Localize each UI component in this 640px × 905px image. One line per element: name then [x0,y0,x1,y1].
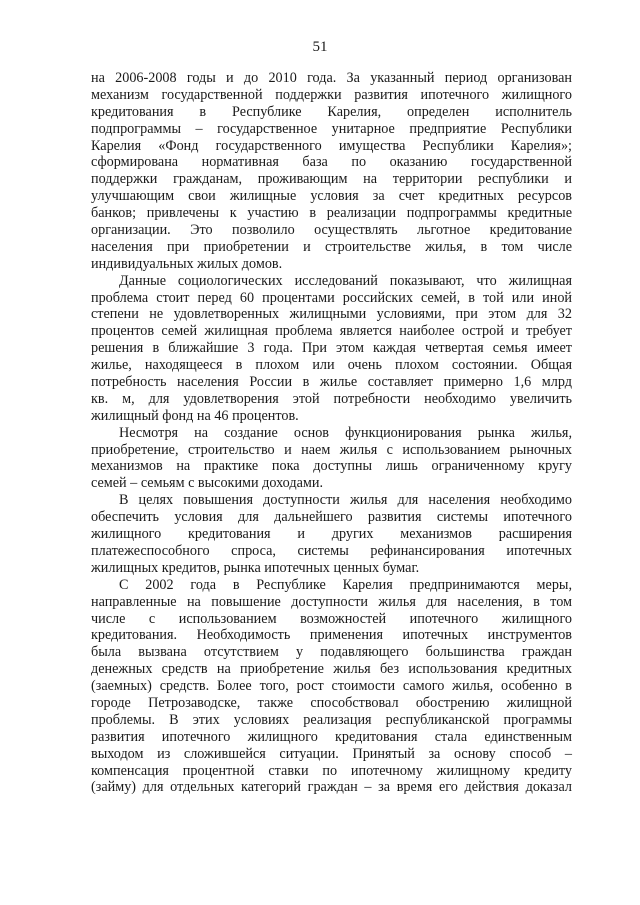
text-line: Карелия «Фонд государственного имущества Республики Карелия»; [91,137,572,154]
text-line: степени не удовлетворенных жилищными условиями, при этом для 32 [91,306,572,323]
paragraph [91,577,572,797]
text-line: проблема стоит перед 60 процентами российских семей, в той или иной [91,289,572,306]
text-line: механизм государственной поддержки развития ипотечного жилищного [91,86,572,103]
text-line: была вызвана отсутствием у подавляющего большинства граждан [91,644,572,661]
text-line: жилищного кредитования и других механизмов расширения [91,526,572,543]
text-line: подпрограммы – государственное унитарное предприятие Республики [91,120,572,137]
text-line: развития ипотечного жилищного кредитования стала единственным [91,728,572,745]
text-line: денежных средств на приобретение жилья без использования кредитных [91,661,572,678]
paragraph [91,425,572,493]
text-line: решения в ближайшие 3 года. При этом каждая четвертая семья имеет [91,340,572,357]
text-line: Данные социологических исследований показывают, что жилищная [119,272,572,289]
text-line: банков; привлечены к участию в реализации подпрограммы кредитные [91,205,572,222]
text-line: (заемных) средств. Более того, рост стоимости самого жилья, особенно в [91,678,572,695]
text-line: улучшающим свои жилищные условия за счет кредитных ресурсов [91,188,572,205]
text-line: на 2006-2008 годы и до 2010 года. За указанный период организован [91,70,572,86]
text-line: потребность населения России в жилье составляет примерно 1,6 млрд [91,374,572,391]
text-line: поддержки гражданам, проживающим на территории республики и [91,171,572,188]
text-line: выходом из сложившейся ситуации. Принятый за основу способ – [91,745,572,762]
text-line: городе Петрозаводске, также способствовал обострению жилищной [91,694,572,711]
text-line: Несмотря на создание основ функционирования рынка жилья, [119,424,572,441]
text-line: компенсация процентной ставки по ипотечному жилищному кредиту [91,762,572,779]
text-line: жилищный фонд на 46 процентов. [91,407,299,424]
text-line: процентов семей жилищная проблема является наиболее острой и требует [91,323,572,340]
body-text [91,70,572,796]
text-line: кв. м, для удовлетворения этой потребности необходимо увеличить [91,390,572,407]
text-line: В целях повышения доступности жилья для населения необходимо [119,492,572,509]
text-line: кредитования в Республике Карелия, определен исполнитель [91,103,572,120]
paragraph [91,492,572,576]
text-line: (займу) для отдельных категорий граждан – за время его действия доказал [91,779,572,796]
text-line: приобретение, строительство и наем жилья с использованием рыночных [91,441,572,458]
text-line: механизмов на практике пока доступны лишь ограниченному кругу [91,458,572,475]
text-line: кредитования. Необходимость применения ипотечных инструментов [91,627,572,644]
text-line: числе с использованием возможностей ипотечного жилищного [91,610,572,627]
text-line: направленные на повышение доступности жилья для населения, в том [91,593,572,610]
text-line: жилищных кредитов, рынка ипотечных ценных бумаг. [91,559,420,576]
paragraph [91,273,572,425]
text-line: обеспечить условия для дальнейшего развития системы ипотечного [91,509,572,526]
text-line: организации. Это позволило осуществлять льготное кредитование [91,222,572,239]
page-number: 51 [312,39,328,55]
text-line: проблемы. В этих условиях реализация республиканской программы [91,711,572,728]
text-line: сформирована нормативная база по оказанию государственной [91,154,572,171]
text-line: индивидуальных жилых домов. [91,255,283,272]
text-line: С 2002 года в Республике Карелия предпринимаются меры, [119,576,572,593]
text-line: семей – семьям с высокими доходами. [91,475,323,492]
paragraph [91,70,572,273]
text-line: жилье, находящееся в плохом или очень плохом состоянии. Общая [91,357,572,374]
text-line: населения при приобретении и строительстве жилья, в том числе [91,238,572,255]
text-line: платежеспособного спроса, системы рефинансирования ипотечных [91,542,572,559]
